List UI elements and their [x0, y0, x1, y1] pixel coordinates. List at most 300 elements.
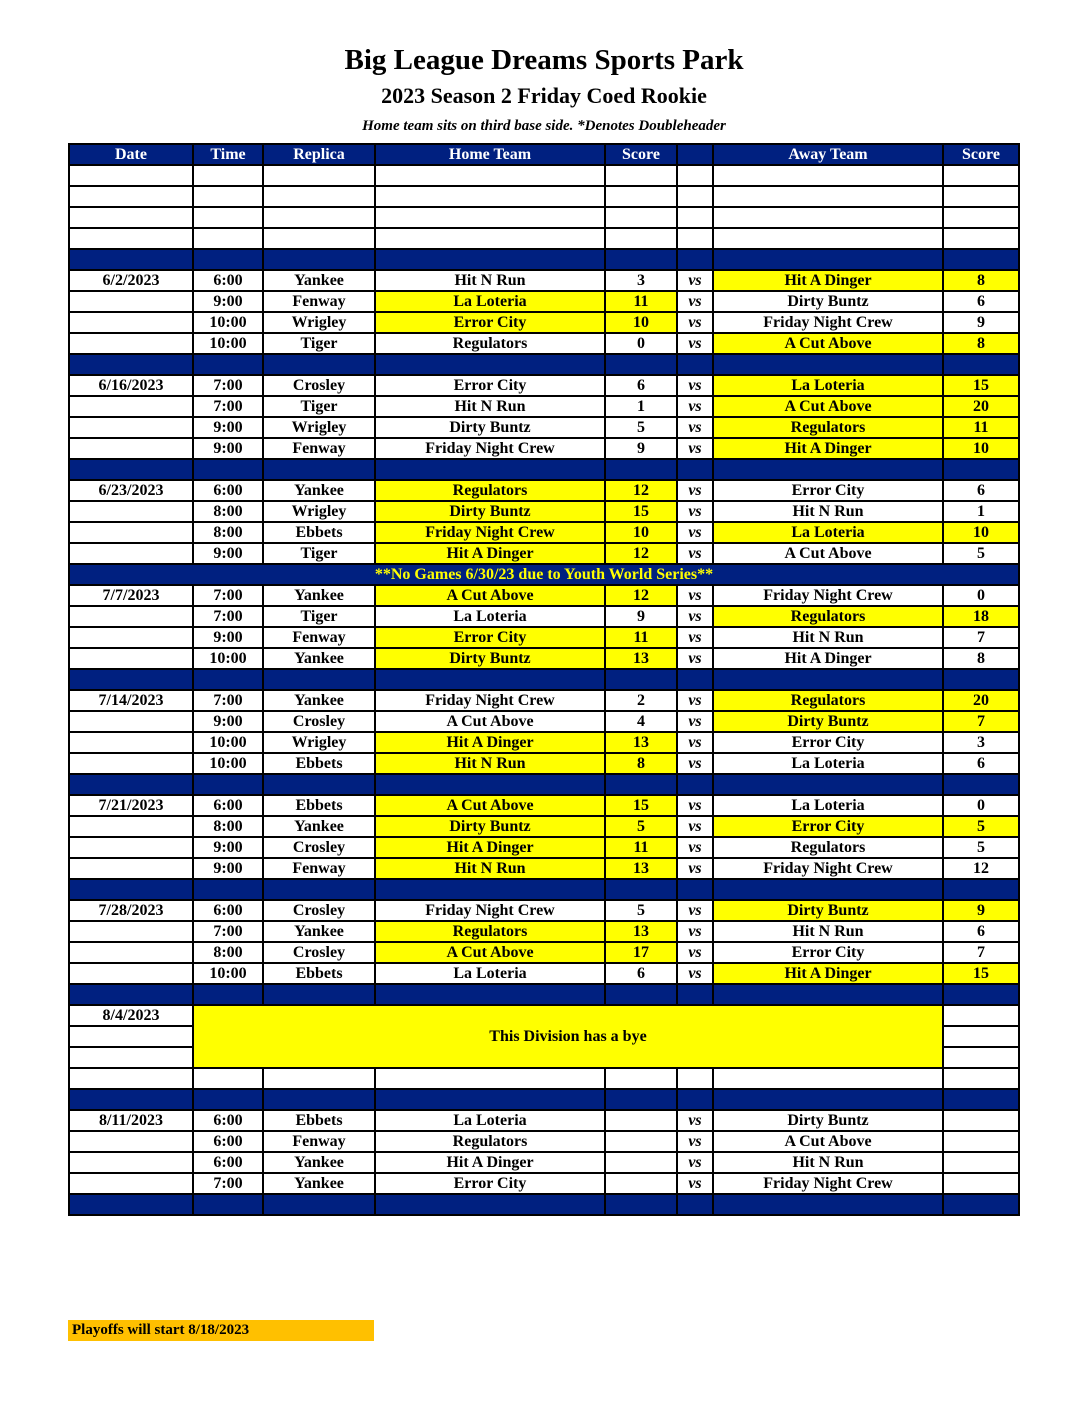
empty-cell — [375, 207, 605, 228]
empty-cell — [943, 228, 1019, 249]
game-row — [69, 1110, 1019, 1131]
game-time: 6:00 — [193, 270, 263, 291]
game-time: 10:00 — [193, 333, 263, 354]
game-replica-field: Yankee — [263, 690, 375, 711]
home-team: Hit N Run — [375, 753, 605, 774]
game-date — [69, 1131, 193, 1152]
game-replica-field: Yankee — [263, 1173, 375, 1194]
away-score: 5 — [943, 837, 1019, 858]
empty-cell — [375, 228, 605, 249]
game-replica-field: Crosley — [263, 900, 375, 921]
separator-cell — [193, 879, 263, 900]
vs-label: vs — [677, 690, 713, 711]
away-team: A Cut Above — [713, 1131, 943, 1152]
separator-cell — [605, 459, 677, 480]
game-time: 7:00 — [193, 1173, 263, 1194]
game-row — [69, 375, 1019, 396]
separator-cell — [193, 249, 263, 270]
game-time: 6:00 — [193, 900, 263, 921]
game-date — [69, 543, 193, 564]
home-team: Dirty Buntz — [375, 648, 605, 669]
away-team: Friday Night Crew — [713, 312, 943, 333]
game-date — [69, 417, 193, 438]
game-row — [69, 921, 1019, 942]
away-score: 20 — [943, 690, 1019, 711]
game-row — [69, 606, 1019, 627]
away-score: 7 — [943, 942, 1019, 963]
game-time: 6:00 — [193, 1110, 263, 1131]
game-row — [69, 522, 1019, 543]
away-score: 6 — [943, 480, 1019, 501]
game-date: 7/7/2023 — [69, 585, 193, 606]
separator-row — [69, 984, 1019, 1005]
game-date — [69, 606, 193, 627]
game-replica-field: Ebbets — [263, 795, 375, 816]
separator-cell — [713, 249, 943, 270]
empty-cell — [193, 186, 263, 207]
home-team: Hit A Dinger — [375, 543, 605, 564]
home-team: Regulators — [375, 1131, 605, 1152]
home-team: Regulators — [375, 921, 605, 942]
game-row — [69, 333, 1019, 354]
away-team: Dirty Buntz — [713, 900, 943, 921]
game-replica-field: Yankee — [263, 648, 375, 669]
away-team: Hit A Dinger — [713, 648, 943, 669]
separator-row — [69, 1194, 1019, 1215]
separator-cell — [375, 1194, 605, 1215]
schedule-table — [68, 143, 1020, 1216]
game-time: 9:00 — [193, 711, 263, 732]
separator-cell — [605, 354, 677, 375]
separator-cell — [713, 459, 943, 480]
away-team: Error City — [713, 942, 943, 963]
home-team: Hit A Dinger — [375, 1152, 605, 1173]
home-score: 0 — [605, 333, 677, 354]
home-score — [605, 1152, 677, 1173]
empty-cell — [263, 1068, 375, 1089]
col-header-vs — [677, 144, 713, 165]
empty-cell — [943, 1026, 1019, 1047]
game-time: 10:00 — [193, 648, 263, 669]
home-team: A Cut Above — [375, 585, 605, 606]
away-team: Hit N Run — [713, 501, 943, 522]
home-score: 13 — [605, 732, 677, 753]
empty-cell — [943, 1005, 1019, 1026]
game-row — [69, 417, 1019, 438]
empty-cell — [943, 1047, 1019, 1068]
empty-cell — [193, 1068, 263, 1089]
vs-label: vs — [677, 333, 713, 354]
home-team: A Cut Above — [375, 795, 605, 816]
away-score: 20 — [943, 396, 1019, 417]
away-score: 6 — [943, 921, 1019, 942]
empty-cell — [263, 207, 375, 228]
home-team: Regulators — [375, 480, 605, 501]
separator-cell — [375, 879, 605, 900]
empty-cell — [263, 165, 375, 186]
home-team: Error City — [375, 1173, 605, 1194]
separator-cell — [193, 984, 263, 1005]
game-row — [69, 438, 1019, 459]
separator-cell — [375, 354, 605, 375]
separator-cell — [263, 249, 375, 270]
empty-cell — [713, 1068, 943, 1089]
empty-cell — [677, 186, 713, 207]
vs-label: vs — [677, 396, 713, 417]
empty-cell — [263, 228, 375, 249]
home-score: 10 — [605, 312, 677, 333]
separator-cell — [69, 879, 193, 900]
game-replica-field: Fenway — [263, 627, 375, 648]
empty-cell — [605, 228, 677, 249]
separator-cell — [69, 774, 193, 795]
game-date — [69, 333, 193, 354]
separator-cell — [69, 1194, 193, 1215]
game-time: 9:00 — [193, 858, 263, 879]
game-time: 9:00 — [193, 837, 263, 858]
separator-cell — [713, 354, 943, 375]
away-team: Hit A Dinger — [713, 270, 943, 291]
game-row — [69, 627, 1019, 648]
empty-cell — [375, 1068, 605, 1089]
home-score: 9 — [605, 606, 677, 627]
vs-label: vs — [677, 942, 713, 963]
empty-cell — [69, 165, 193, 186]
home-score: 13 — [605, 921, 677, 942]
home-score: 11 — [605, 291, 677, 312]
vs-label: vs — [677, 858, 713, 879]
separator-cell — [713, 1194, 943, 1215]
vs-label: vs — [677, 312, 713, 333]
away-score: 10 — [943, 522, 1019, 543]
home-team: La Loteria — [375, 1110, 605, 1131]
game-date — [69, 627, 193, 648]
separator-cell — [943, 774, 1019, 795]
empty-cell — [69, 228, 193, 249]
game-replica-field: Yankee — [263, 480, 375, 501]
empty-cell — [677, 1068, 713, 1089]
playoffs-note: Playoffs will start 8/18/2023 — [68, 1320, 374, 1341]
separator-cell — [69, 984, 193, 1005]
empty-row — [69, 207, 1019, 228]
game-time: 9:00 — [193, 438, 263, 459]
separator-cell — [677, 1194, 713, 1215]
home-score — [605, 1131, 677, 1152]
separator-cell — [677, 459, 713, 480]
home-score: 5 — [605, 816, 677, 837]
home-team: Friday Night Crew — [375, 438, 605, 459]
separator-cell — [375, 1089, 605, 1110]
away-team: Dirty Buntz — [713, 1110, 943, 1131]
vs-label: vs — [677, 438, 713, 459]
separator-cell — [375, 459, 605, 480]
home-team: Hit A Dinger — [375, 732, 605, 753]
game-date — [69, 858, 193, 879]
game-replica-field: Yankee — [263, 1152, 375, 1173]
empty-cell — [193, 228, 263, 249]
game-time: 8:00 — [193, 942, 263, 963]
bye-date: 8/4/2023 — [69, 1005, 193, 1026]
page-title: Big League Dreams Sports Park — [344, 44, 744, 76]
game-replica-field: Ebbets — [263, 753, 375, 774]
home-team: Hit A Dinger — [375, 837, 605, 858]
separator-row — [69, 1089, 1019, 1110]
empty-cell — [69, 186, 193, 207]
col-header-away-team: Away Team — [713, 144, 943, 165]
separator-cell — [193, 459, 263, 480]
separator-row — [69, 774, 1019, 795]
game-time: 7:00 — [193, 585, 263, 606]
game-row — [69, 963, 1019, 984]
game-date — [69, 837, 193, 858]
home-score: 4 — [605, 711, 677, 732]
separator-cell — [713, 774, 943, 795]
separator-cell — [605, 984, 677, 1005]
vs-label: vs — [677, 900, 713, 921]
vs-label: vs — [677, 1173, 713, 1194]
vs-label: vs — [677, 837, 713, 858]
vs-label: vs — [677, 1152, 713, 1173]
separator-cell — [943, 1194, 1019, 1215]
separator-cell — [69, 669, 193, 690]
separator-cell — [943, 249, 1019, 270]
separator-cell — [943, 984, 1019, 1005]
empty-cell — [677, 228, 713, 249]
separator-cell — [193, 1089, 263, 1110]
home-score: 9 — [605, 438, 677, 459]
separator-cell — [193, 669, 263, 690]
separator-cell — [943, 459, 1019, 480]
game-replica-field: Fenway — [263, 291, 375, 312]
vs-label: vs — [677, 753, 713, 774]
separator-row — [69, 249, 1019, 270]
game-row — [69, 1173, 1019, 1194]
game-replica-field: Wrigley — [263, 501, 375, 522]
away-score: 8 — [943, 333, 1019, 354]
away-team: A Cut Above — [713, 543, 943, 564]
game-row — [69, 690, 1019, 711]
schedule-note-row — [69, 564, 1019, 585]
vs-label: vs — [677, 921, 713, 942]
game-row — [69, 291, 1019, 312]
game-replica-field: Wrigley — [263, 732, 375, 753]
game-row — [69, 900, 1019, 921]
away-team: La Loteria — [713, 375, 943, 396]
home-team: Friday Night Crew — [375, 900, 605, 921]
separator-cell — [263, 774, 375, 795]
game-replica-field: Crosley — [263, 837, 375, 858]
game-replica-field: Tiger — [263, 543, 375, 564]
header-row — [69, 144, 1019, 165]
empty-cell — [605, 1068, 677, 1089]
home-score: 12 — [605, 480, 677, 501]
away-team: Error City — [713, 732, 943, 753]
empty-cell — [263, 186, 375, 207]
home-score — [605, 1173, 677, 1194]
game-row — [69, 858, 1019, 879]
separator-cell — [713, 669, 943, 690]
away-score: 15 — [943, 963, 1019, 984]
game-time: 7:00 — [193, 921, 263, 942]
empty-row — [69, 186, 1019, 207]
empty-cell — [605, 186, 677, 207]
vs-label: vs — [677, 522, 713, 543]
away-score: 7 — [943, 627, 1019, 648]
vs-label: vs — [677, 711, 713, 732]
vs-label: vs — [677, 795, 713, 816]
game-date — [69, 732, 193, 753]
game-date: 7/14/2023 — [69, 690, 193, 711]
away-score: 5 — [943, 816, 1019, 837]
separator-cell — [263, 1194, 375, 1215]
game-replica-field: Yankee — [263, 270, 375, 291]
game-date — [69, 501, 193, 522]
empty-cell — [677, 165, 713, 186]
game-row — [69, 711, 1019, 732]
away-team: Hit A Dinger — [713, 963, 943, 984]
vs-label: vs — [677, 270, 713, 291]
away-team: Regulators — [713, 606, 943, 627]
away-score: 8 — [943, 648, 1019, 669]
game-row — [69, 585, 1019, 606]
game-row — [69, 816, 1019, 837]
game-row — [69, 942, 1019, 963]
game-date — [69, 942, 193, 963]
away-score: 5 — [943, 543, 1019, 564]
game-date: 6/16/2023 — [69, 375, 193, 396]
separator-cell — [713, 1089, 943, 1110]
empty-cell — [713, 165, 943, 186]
game-time: 7:00 — [193, 606, 263, 627]
away-score: 15 — [943, 375, 1019, 396]
away-team: La Loteria — [713, 522, 943, 543]
vs-label: vs — [677, 501, 713, 522]
empty-row — [69, 228, 1019, 249]
home-score: 15 — [605, 501, 677, 522]
empty-cell — [605, 165, 677, 186]
col-header-home-team: Home Team — [375, 144, 605, 165]
separator-row — [69, 354, 1019, 375]
game-date — [69, 522, 193, 543]
separator-cell — [263, 459, 375, 480]
game-time: 8:00 — [193, 501, 263, 522]
col-header-date: Date — [69, 144, 193, 165]
game-replica-field: Tiger — [263, 333, 375, 354]
col-header-away-score: Score — [943, 144, 1019, 165]
home-team: La Loteria — [375, 963, 605, 984]
vs-label: vs — [677, 375, 713, 396]
separator-cell — [263, 354, 375, 375]
game-replica-field: Tiger — [263, 606, 375, 627]
vs-label: vs — [677, 1110, 713, 1131]
empty-cell — [943, 186, 1019, 207]
game-date — [69, 1152, 193, 1173]
separator-row — [69, 459, 1019, 480]
game-date — [69, 396, 193, 417]
separator-row — [69, 669, 1019, 690]
empty-cell — [375, 186, 605, 207]
home-score: 12 — [605, 543, 677, 564]
game-row — [69, 396, 1019, 417]
away-score: 18 — [943, 606, 1019, 627]
game-replica-field: Ebbets — [263, 522, 375, 543]
col-header-replica: Replica — [263, 144, 375, 165]
game-replica-field: Yankee — [263, 585, 375, 606]
vs-label: vs — [677, 963, 713, 984]
game-date: 8/11/2023 — [69, 1110, 193, 1131]
separator-cell — [605, 249, 677, 270]
separator-cell — [943, 669, 1019, 690]
separator-cell — [605, 879, 677, 900]
game-date: 6/2/2023 — [69, 270, 193, 291]
vs-label: vs — [677, 816, 713, 837]
game-date — [69, 438, 193, 459]
separator-cell — [375, 984, 605, 1005]
separator-cell — [263, 984, 375, 1005]
game-replica-field: Crosley — [263, 942, 375, 963]
separator-cell — [263, 879, 375, 900]
vs-label: vs — [677, 627, 713, 648]
game-time: 10:00 — [193, 312, 263, 333]
home-team: Friday Night Crew — [375, 690, 605, 711]
home-team: Hit N Run — [375, 396, 605, 417]
separator-cell — [375, 249, 605, 270]
game-time: 7:00 — [193, 375, 263, 396]
home-score: 15 — [605, 795, 677, 816]
away-score — [943, 1110, 1019, 1131]
home-score — [605, 1110, 677, 1131]
empty-cell — [69, 1026, 193, 1047]
empty-cell — [69, 1068, 193, 1089]
empty-row — [69, 165, 1019, 186]
game-date — [69, 711, 193, 732]
away-score: 3 — [943, 732, 1019, 753]
game-row — [69, 837, 1019, 858]
game-time: 6:00 — [193, 480, 263, 501]
away-team: La Loteria — [713, 753, 943, 774]
away-team: La Loteria — [713, 795, 943, 816]
away-team: Regulators — [713, 417, 943, 438]
away-team: Friday Night Crew — [713, 1173, 943, 1194]
col-header-time: Time — [193, 144, 263, 165]
game-replica-field: Fenway — [263, 858, 375, 879]
away-score — [943, 1173, 1019, 1194]
empty-row — [69, 1068, 1019, 1089]
away-score: 11 — [943, 417, 1019, 438]
game-time: 6:00 — [193, 1152, 263, 1173]
empty-cell — [193, 207, 263, 228]
bye-message: This Division has a bye — [193, 1005, 943, 1068]
home-team: Error City — [375, 312, 605, 333]
game-replica-field: Tiger — [263, 396, 375, 417]
home-score: 8 — [605, 753, 677, 774]
away-team: Hit N Run — [713, 627, 943, 648]
game-row — [69, 753, 1019, 774]
home-team: Error City — [375, 375, 605, 396]
away-score: 1 — [943, 501, 1019, 522]
home-score: 1 — [605, 396, 677, 417]
game-date: 7/28/2023 — [69, 900, 193, 921]
game-time: 9:00 — [193, 291, 263, 312]
home-team: Regulators — [375, 333, 605, 354]
away-score: 6 — [943, 753, 1019, 774]
game-time: 10:00 — [193, 963, 263, 984]
game-date: 7/21/2023 — [69, 795, 193, 816]
separator-cell — [193, 354, 263, 375]
game-row — [69, 480, 1019, 501]
home-score: 11 — [605, 837, 677, 858]
separator-cell — [943, 354, 1019, 375]
